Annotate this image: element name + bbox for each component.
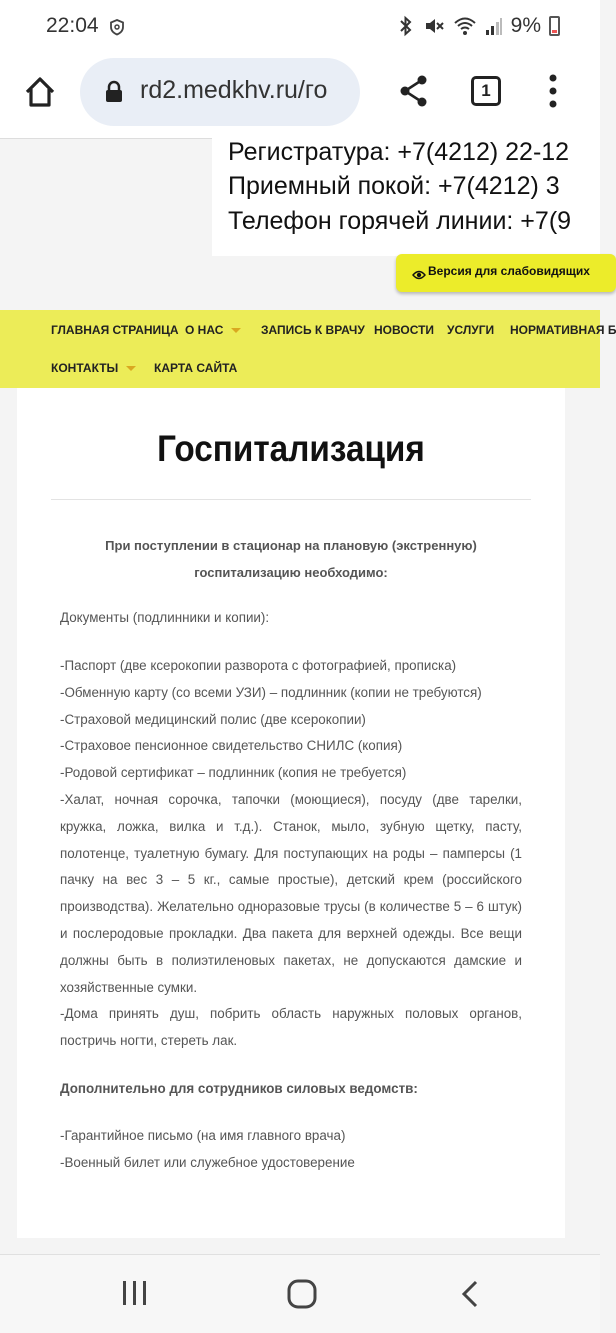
mute-icon (423, 15, 445, 37)
list-item: -Гарантийное письмо (на имя главного врача) (60, 1128, 346, 1143)
nav-item-about[interactable] (185, 323, 241, 337)
browser-toolbar (0, 56, 600, 139)
nav-item-contacts[interactable] (51, 361, 136, 375)
contacts-banner (212, 138, 600, 256)
chevron-down-icon (126, 366, 136, 371)
nav-item-home[interactable]: ГЛАВНАЯ СТРАНИЦА (51, 323, 179, 337)
shield-icon (108, 18, 126, 40)
back-icon (458, 1279, 482, 1309)
documents-heading: Документы (подлинники и копии): (60, 610, 270, 625)
content-card (17, 388, 565, 1238)
title-divider (51, 499, 531, 500)
nav-item-news[interactable]: НОВОСТИ (374, 323, 435, 337)
registry-phone[interactable]: Регистратура: +7(4212) 22-12 (228, 138, 570, 166)
system-nav-bar (0, 1254, 600, 1333)
recent-apps-button[interactable] (120, 1279, 150, 1311)
nav-item-sitemap[interactable]: КАРТА САЙТА (154, 361, 238, 375)
hotline-phone[interactable]: Телефон горячей линии: +7(9 (228, 207, 572, 235)
list-item: -Страховое пенсионное свидетельство СНИЛС (копия) (60, 738, 403, 753)
list-item: -Родовой сертификат – подлинник (копия не требуется) (60, 765, 407, 780)
eye-icon (412, 266, 426, 285)
status-icons (397, 14, 560, 38)
battery-percent: 9% (510, 14, 541, 37)
list-item: -Паспорт (две ксерокопии разворота с фотографией, прописка) (60, 658, 457, 673)
signal-icon (485, 15, 503, 37)
home-button[interactable] (22, 74, 58, 110)
list-item: -Страховой медицинский полис (две ксерокопии) (60, 712, 366, 727)
lock-icon (104, 80, 124, 108)
recent-apps-icon (120, 1279, 150, 1307)
accessible-version-label: Версия для слабовидящих (428, 264, 590, 278)
chevron-down-icon (231, 328, 241, 333)
back-button[interactable] (458, 1279, 482, 1313)
home-nav-button[interactable] (286, 1279, 318, 1313)
status-bar (0, 0, 600, 56)
tab-switcher-button[interactable]: 1 (471, 76, 501, 106)
list-item: -Дома принять душ, побрить область наружных половых органов, постричь ногти, стереть лак. (60, 1006, 522, 1048)
nav-item-label: О НАС (185, 323, 224, 337)
home-icon (22, 74, 58, 110)
address-bar[interactable] (80, 58, 360, 126)
main-nav (0, 310, 616, 388)
list-item: -Халат, ночная сорочка, тапочки (моющиеся), посуду (две тарелки, кружка, ложка, вилка и т.д.). Станок, мыло, зубную щетку, пасту, полотенце, туалетную бумагу. Для поступающих на роды – памперсы (1 пачку на вес 3 – 5 кг., самые простые), детский крем (российского производства). Желательно одноразовые трусы (в количестве 5 – 6 штук) и послеродовые прокладки. Два пакета для верхней одежды. Все вещи должны быть в полиэтиленовых пакетах, не допускаются дамские и хозяйственные сумки. (60, 792, 522, 995)
reception-phone[interactable]: Приемный покой: +7(4212) 3 (228, 172, 560, 200)
page-title: Госпитализация (157, 428, 425, 469)
extra-heading: Дополнительно для сотрудников силовых ведомств: (60, 1081, 418, 1096)
accessible-version-button[interactable] (396, 254, 616, 292)
nav-item-regulatory[interactable]: НОРМАТИВНАЯ Б (510, 323, 616, 337)
nav-item-services[interactable]: УСЛУГИ (447, 323, 495, 337)
bluetooth-icon (397, 15, 415, 37)
nav-item-appointment[interactable]: ЗАПИСЬ К ВРАЧУ (261, 323, 365, 337)
share-icon (398, 74, 430, 108)
battery-icon (549, 16, 560, 36)
share-button[interactable] (398, 74, 430, 112)
clock: 22:04 (46, 14, 99, 37)
nav-item-label: КОНТАКТЫ (51, 361, 119, 375)
home-circle-icon (286, 1279, 318, 1309)
more-vertical-icon (546, 74, 560, 108)
list-item: -Обменную карту (со всеми УЗИ) – подлинник (копии не требуются) (60, 685, 482, 700)
browser-menu-button[interactable] (546, 74, 560, 112)
url-text: rd2.medkhv.ru/го (140, 76, 328, 104)
intro-text: При поступлении в стационар на плановую (экстренную) госпитализацию необходимо: (105, 538, 477, 580)
wifi-icon (453, 15, 477, 37)
list-item: -Военный билет или служебное удостоверение (60, 1155, 355, 1170)
